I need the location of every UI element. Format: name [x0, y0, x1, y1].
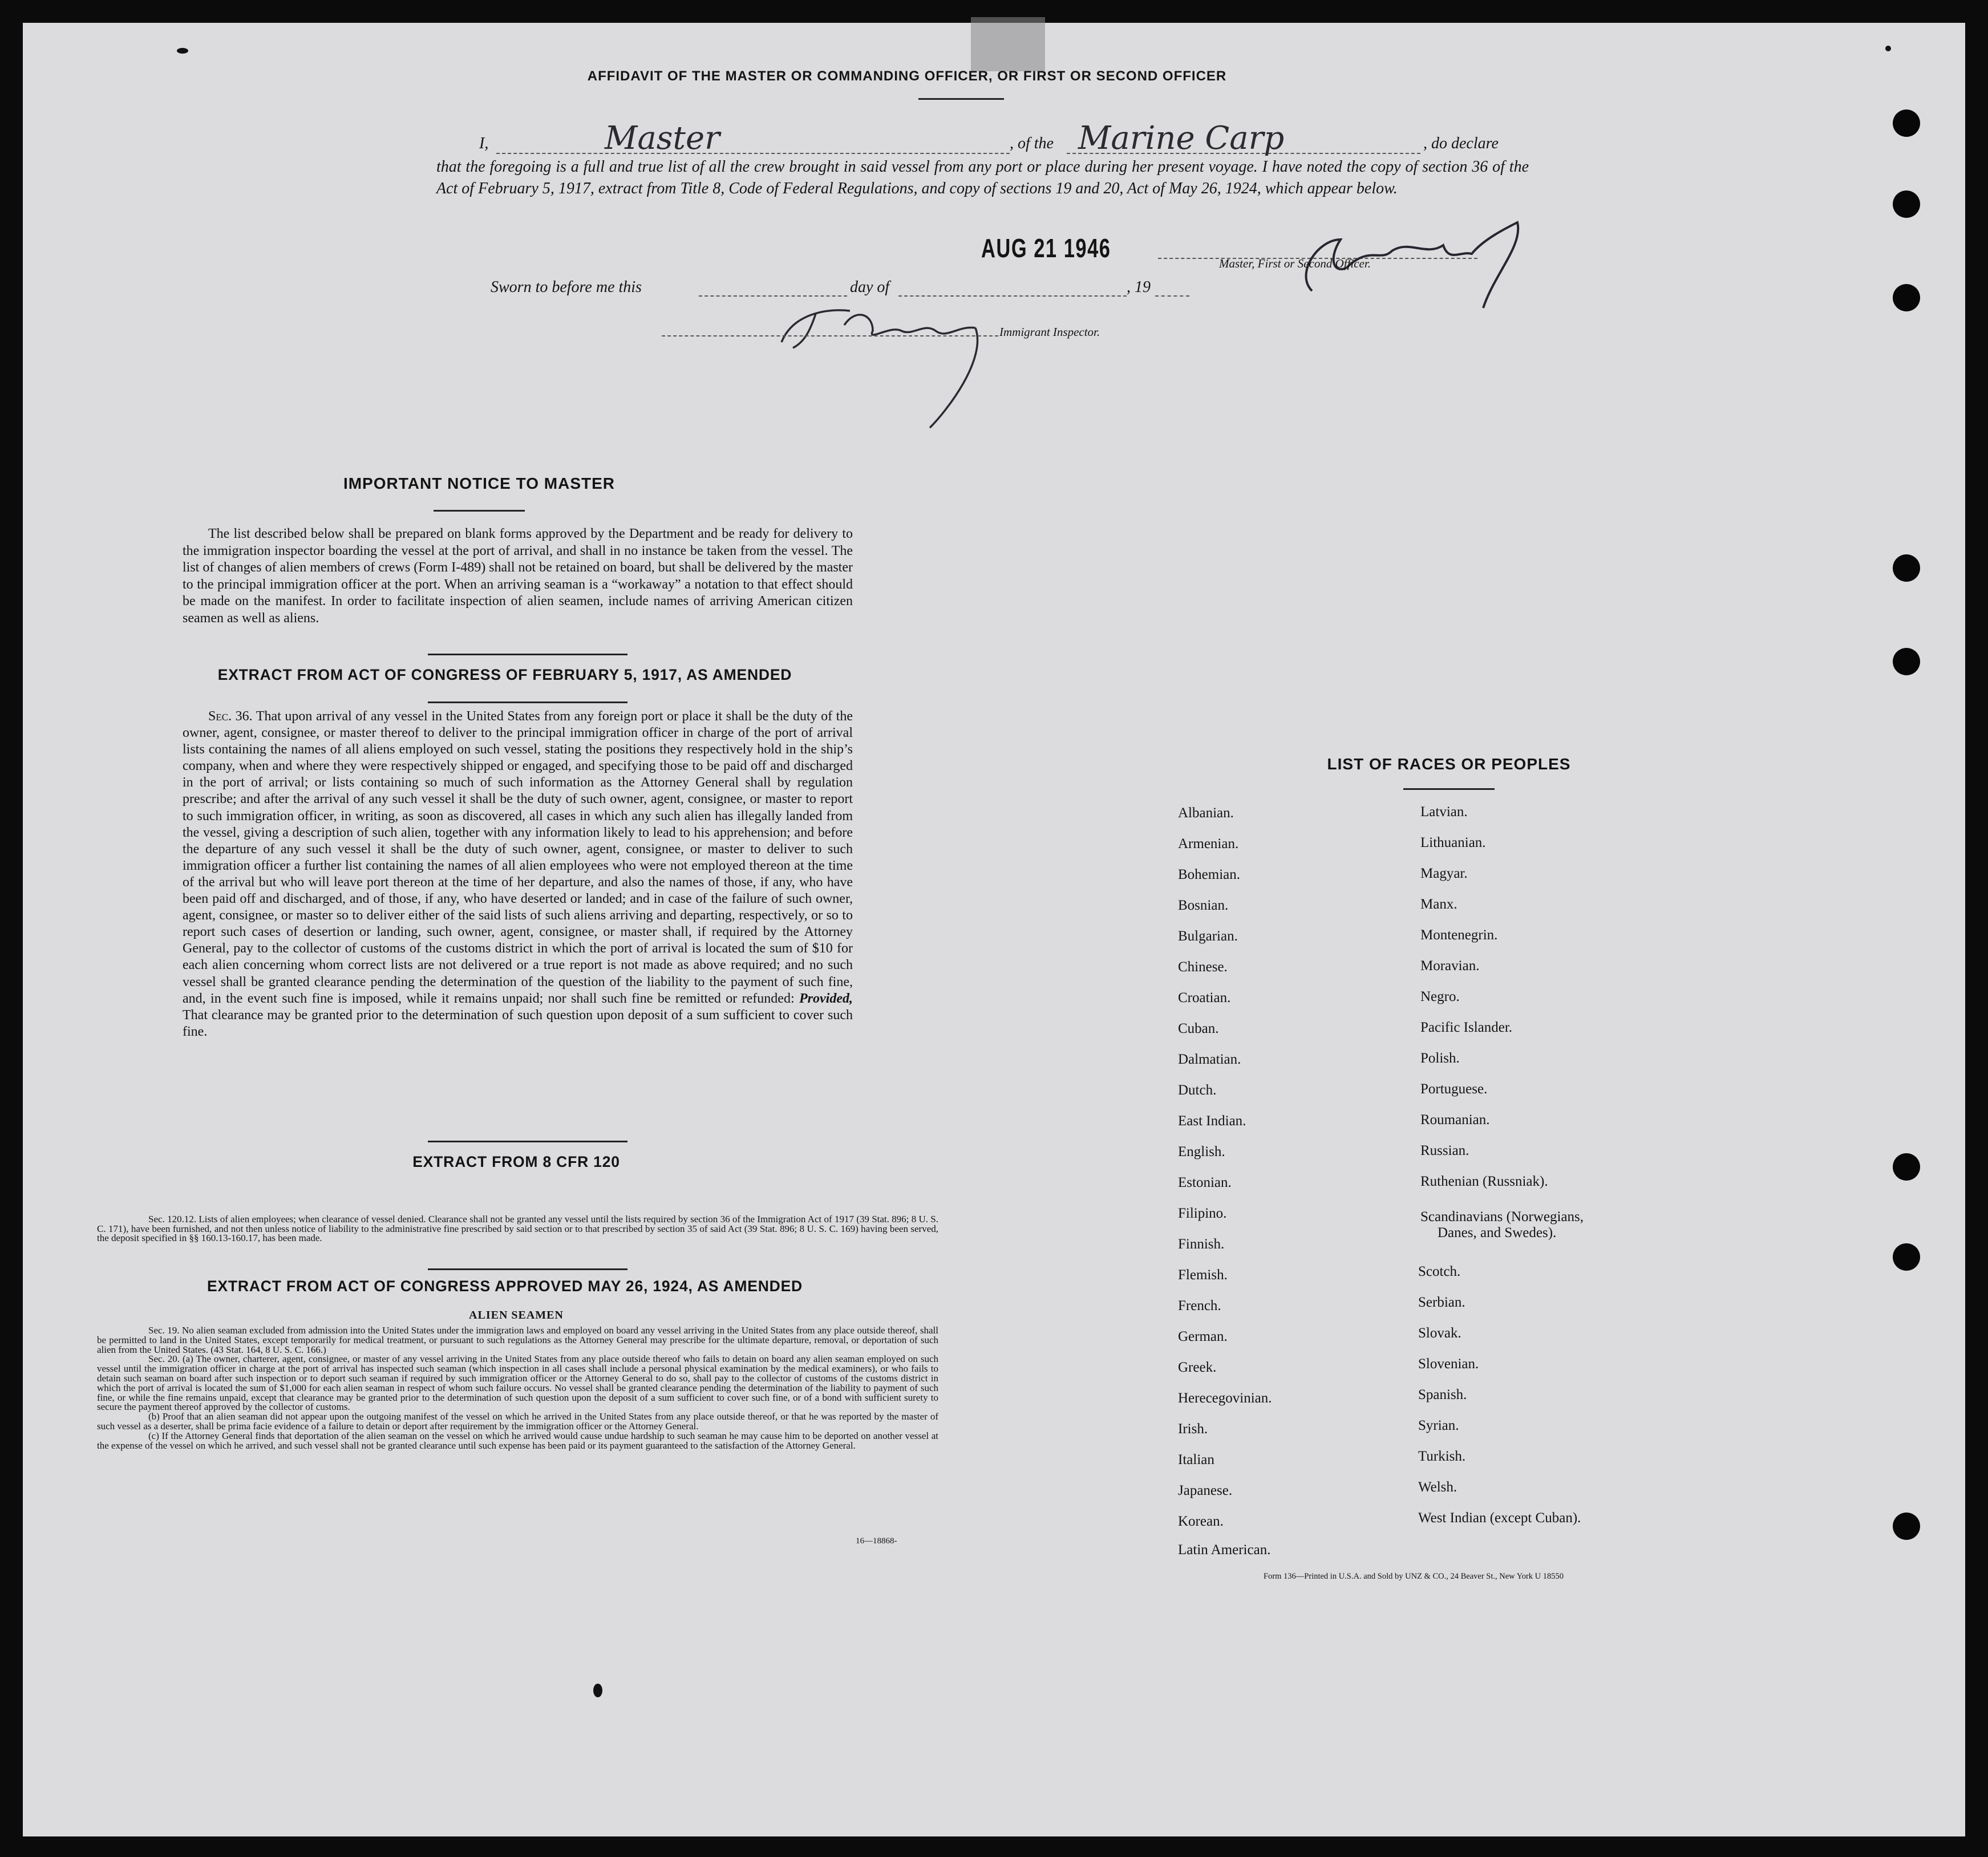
notice-rule: [434, 510, 525, 512]
notice-divider: [428, 654, 627, 655]
race-item: Japanese.: [1178, 1483, 1233, 1498]
cfr-title: EXTRACT FROM 8 CFR 120: [412, 1153, 620, 1170]
race-item: Dalmatian.: [1178, 1052, 1241, 1067]
alien-seamen-subtitle: ALIEN SEAMEN: [469, 1309, 564, 1321]
race-item: Bosnian.: [1178, 898, 1229, 913]
race-item: Chinese.: [1178, 959, 1228, 975]
race-item: Danes, and Swedes).: [1438, 1225, 1557, 1240]
extract-1917-rule: [428, 702, 627, 703]
race-item: Negro.: [1420, 989, 1460, 1004]
race-item: Dutch.: [1178, 1082, 1217, 1098]
race-item: Scotch.: [1418, 1264, 1461, 1279]
notice-body: The list described below shall be prepared on blank forms approved by the Department and be ready for delivery to the immigration inspector boarding the vessel at the port of arrival, and shall in no instance be taken from the vessel. The list of changes of alien members of crews (Form I-489) shall not be retained on board, but shall be delivered by the master to the principal immigration officer at the port. When an arriving seaman is a “workaway” a notation to that effect should be made on the manifest. In order to facilitate inspection of alien seamen, include names of arriving American citizen seamen as well as aliens.: [183, 526, 853, 626]
sec36-body-a: That upon arrival of any vessel in the United States from any foreign port or place it shall be the duty of the owner, agent, consignee, or master thereof to deliver to the principal immigration officer in charge of the port of arrival lists containing the names of all aliens employed on such vessel, stating the positions they respectively hold in the ship’s company, when and where they were respectively shipped or engaged, and specifying those to be paid off and discharged in the port of arrival; or lists containing so much of such information as the Attorney General shall by regulation prescribe; and after the arrival of any such vessel it shall be the duty of such owner, agent, consignee, or master to report to such immigration officer, in writing, as soon as discovered, all cases in which any such alien has illegally landed from the vessel, giving a description of such alien, together with any information likely to lead to his apprehension; and before the departure of any such vessel it shall be the duty of such owner, agent, consignee, or master to deliver to such immigration officer a further list containing the names of all alien employees who were not employed thereon at the time of the arrival but who will leave port thereon at the time of her departure, and also the names of those, if any, who have been paid off and discharged, and of those, if any, who have deserted or landed; and in case of the failure of such owner, agent, consignee, or master so to deliver either of the said lists of such aliens arriving and departing, respectively, or so to report such cases of desertion or landing, such owner, agent, consignee, or master shall, if required by the Attorney General, pay to the collector of customs of the customs district in which the port of arrival is located the sum of $10 for each alien concerning whom correct lists are not delivered or a true report is not made as above required; and no such vessel shall be granted clearance pending the determination of the question of the liability to the payment of such fine, and, in the event such fine is imposed, while it remains unpaid; nor shall such fine be remitted or refunded:: [183, 709, 853, 1006]
punch-hole: [1893, 648, 1920, 675]
race-item: Italian: [1178, 1452, 1214, 1467]
sec36-provided: Provided,: [799, 991, 853, 1006]
year-prefix: , 19: [1127, 278, 1151, 296]
race-item: Korean.: [1178, 1514, 1224, 1529]
race-item: Ruthenian (Russniak).: [1420, 1174, 1548, 1189]
extract-1917-title: EXTRACT FROM ACT OF CONGRESS OF FEBRUARY 5, 1917, AS AMENDED: [217, 666, 792, 683]
race-item: Albanian.: [1178, 805, 1234, 821]
race-item: Cuban.: [1178, 1021, 1219, 1036]
race-item: Polish.: [1420, 1051, 1460, 1066]
sworn-year-line: [1155, 295, 1189, 297]
date-stamp: AUG 21 1946: [981, 233, 1111, 263]
handwritten-vessel: Marine Carp: [1078, 120, 1285, 157]
sec19-text: Sec. 19. No alien seaman excluded from admission into the United States under the immigration laws and employed on board any vessel arriving in the United States from any place outside thereof, shall be permitted to land in the United States, except temporarily for medical treatment, or pursuant to such regulations as the Attorney General may prescribe for the ultimate departure, removal, or deportation of such alien from the United States. (43 Stat. 164, 8 U. S. C. 166.): [97, 1325, 938, 1355]
race-item: German.: [1178, 1329, 1228, 1344]
race-item: Latin American.: [1178, 1542, 1271, 1558]
race-item: Greek.: [1178, 1360, 1217, 1375]
punch-hole: [1893, 1243, 1920, 1271]
affidavit-declare-label: , do declare: [1423, 135, 1499, 152]
sec36-text: [183, 708, 853, 1040]
affidavit-i-label: I,: [479, 135, 489, 152]
race-item: Moravian.: [1420, 958, 1480, 974]
sec20a-text: Sec. 20. (a) The owner, charterer, agent, consignee, or master of any vessel arriving in the United States from any place outside thereof who fails to detain on board any alien seaman employed on such vessel until the immigration officer in charge at the port of arrival has inspected such seaman (which inspection in all cases shall include a personal physical examination by the medical examiners), or who fails to detain such seaman on board after such inspection or to deport such seaman if required by such immigration officer or the Attorney General to do so, shall pay to the collector of customs of the customs district in which the port of arrival is located the sum of $1,000 for each alien seaman in respect of whom such failure occurs. No vessel shall be granted clearance pending the determination of the liability to payment of such fine, or while the fine remains unpaid, except that clearance may be granted prior to the determination of such question upon the deposit of a sum sufficient to cover such fine, or of a bond with sufficient surety to secure the payment thereof approved by the collector of customs.: [97, 1353, 938, 1413]
race-item: Croatian.: [1178, 990, 1231, 1005]
tape-mark: [971, 17, 1045, 71]
race-item: Roumanian.: [1420, 1112, 1490, 1128]
printer-footer: Form 136—Printed in U.S.A. and Sold by UNZ & CO., 24 Beaver St., New York U 18550: [1264, 1572, 1564, 1581]
race-item: Portuguese.: [1420, 1081, 1488, 1097]
punch-hole: [1893, 110, 1920, 137]
race-item: French.: [1178, 1298, 1221, 1313]
race-item: Finnish.: [1178, 1236, 1225, 1252]
race-item: Manx.: [1420, 897, 1457, 912]
act-1924-top-rule: [428, 1268, 627, 1270]
punch-hole: [1893, 554, 1920, 582]
race-item: East Indian.: [1178, 1113, 1246, 1129]
affidavit-body: that the foregoing is a full and true list of all the crew brought in said vessel from any port or place during her present voyage. I have noted the copy of section 36 of the Act of February 5, 1917, extract from Title 8, Code of Federal Regulations, and copy of sections 19 and 20, Act of May 26, 1924, which appear below.: [436, 158, 1529, 197]
name-fill-line: [496, 153, 1010, 154]
punch-hole: [1893, 284, 1920, 311]
inspector-caption: Immigrant Inspector.: [999, 325, 1100, 339]
form-code: 16—18868-: [856, 1536, 897, 1546]
ink-speck: [1885, 46, 1891, 51]
handwritten-master: Master: [605, 120, 720, 157]
race-item: West Indian (except Cuban).: [1418, 1510, 1581, 1526]
affidavit-heading: AFFIDAVIT OF THE MASTER OR COMMANDING OFFICER, OR FIRST OR SECOND OFFICER: [587, 68, 1227, 84]
race-item: Scandinavians (Norwegians,: [1420, 1209, 1584, 1225]
race-item: Flemish.: [1178, 1267, 1228, 1283]
notice-title: IMPORTANT NOTICE TO MASTER: [343, 475, 616, 492]
act-1924-body: [97, 1326, 938, 1450]
sec36-body-b: That clearance may be granted prior to the determination of such question upon deposit of a sum sufficient to cover such fine.: [183, 1007, 853, 1039]
race-item: Russian.: [1420, 1143, 1469, 1158]
extract-1924-title: EXTRACT FROM ACT OF CONGRESS APPROVED MAY 26, 1924, AS AMENDED: [207, 1278, 803, 1295]
race-item: Irish.: [1178, 1421, 1208, 1437]
punch-hole: [1893, 1513, 1920, 1540]
race-item: Latvian.: [1420, 804, 1468, 820]
heading-rule: [918, 98, 1004, 100]
race-item: Bohemian.: [1178, 867, 1241, 882]
race-item: Herecegovinian.: [1178, 1390, 1272, 1406]
race-item: Montenegrin.: [1420, 927, 1498, 943]
races-title: LIST OF RACES OR PEOPLES: [1327, 755, 1571, 773]
affidavit-of-the-label: , of the: [1010, 135, 1054, 152]
day-of-label: day of: [850, 278, 890, 296]
ink-speck: [593, 1684, 602, 1697]
race-item: Estonian.: [1178, 1175, 1232, 1190]
sec36-label: Sec. 36.: [208, 709, 253, 724]
ink-speck: [177, 48, 188, 54]
race-item: Serbian.: [1418, 1295, 1465, 1310]
race-item: Bulgarian.: [1178, 928, 1238, 944]
document-page: [23, 23, 1965, 1836]
sec20c-text: (c) If the Attorney General finds that deportation of the alien seaman on the vessel on which he arrived would cause undue hardship to such seaman he may cause him to be deported on another vessel at the expense of the vessel on which he arrived, and such vessel shall not be granted clearance until such expense has been paid or its payment guaranteed to the satisfaction of the Attorney General.: [97, 1430, 938, 1451]
race-item: Armenian.: [1178, 836, 1239, 852]
race-item: Slovak.: [1418, 1325, 1461, 1341]
race-item: Slovenian.: [1418, 1356, 1479, 1372]
inspector-signature: [759, 291, 1055, 439]
cfr-top-rule: [428, 1141, 627, 1142]
race-item: Welsh.: [1418, 1479, 1457, 1495]
sec20b-text: (b) Proof that an alien seaman did not appear upon the outgoing manifest of the vessel on which he arrived in the United States from any place outside thereof, or that he was reported by the master of such vessel as a deserter, shall be prima facie evidence of a failure to detain or deport after requirement by the immigration officer or the Attorney General.: [97, 1411, 938, 1432]
inspector-signature-line: [662, 335, 998, 336]
race-item: Magyar.: [1420, 866, 1468, 881]
race-item: Pacific Islander.: [1420, 1020, 1513, 1035]
race-item: Filipino.: [1178, 1206, 1227, 1221]
race-item: Turkish.: [1418, 1449, 1466, 1464]
cfr-body: Sec. 120.12. Lists of alien employees; when clearance of vessel denied. Clearance shall not be granted any vessel until the lists required by section 36 of the Immigration Act of 1917 (39 Stat. 896; 8 U. S. C. 171), have been furnished, and not then unless notice of liability to the administrative fine prescribed by said section or to that prescribed by section 35 of said Act (39 Stat. 896; 8 U. S. C. 169) having been served, the deposit specified in §§ 160.13-160.17, has been made.: [97, 1214, 938, 1243]
race-item: Syrian.: [1418, 1418, 1459, 1433]
punch-hole: [1893, 190, 1920, 218]
races-rule: [1403, 788, 1495, 790]
race-item: English.: [1178, 1144, 1225, 1159]
race-item: Lithuanian.: [1420, 835, 1486, 850]
sworn-label: Sworn to before me this: [491, 278, 642, 296]
punch-hole: [1893, 1153, 1920, 1181]
master-caption: Master, First or Second Officer.: [1219, 257, 1371, 270]
race-item: Spanish.: [1418, 1387, 1467, 1402]
